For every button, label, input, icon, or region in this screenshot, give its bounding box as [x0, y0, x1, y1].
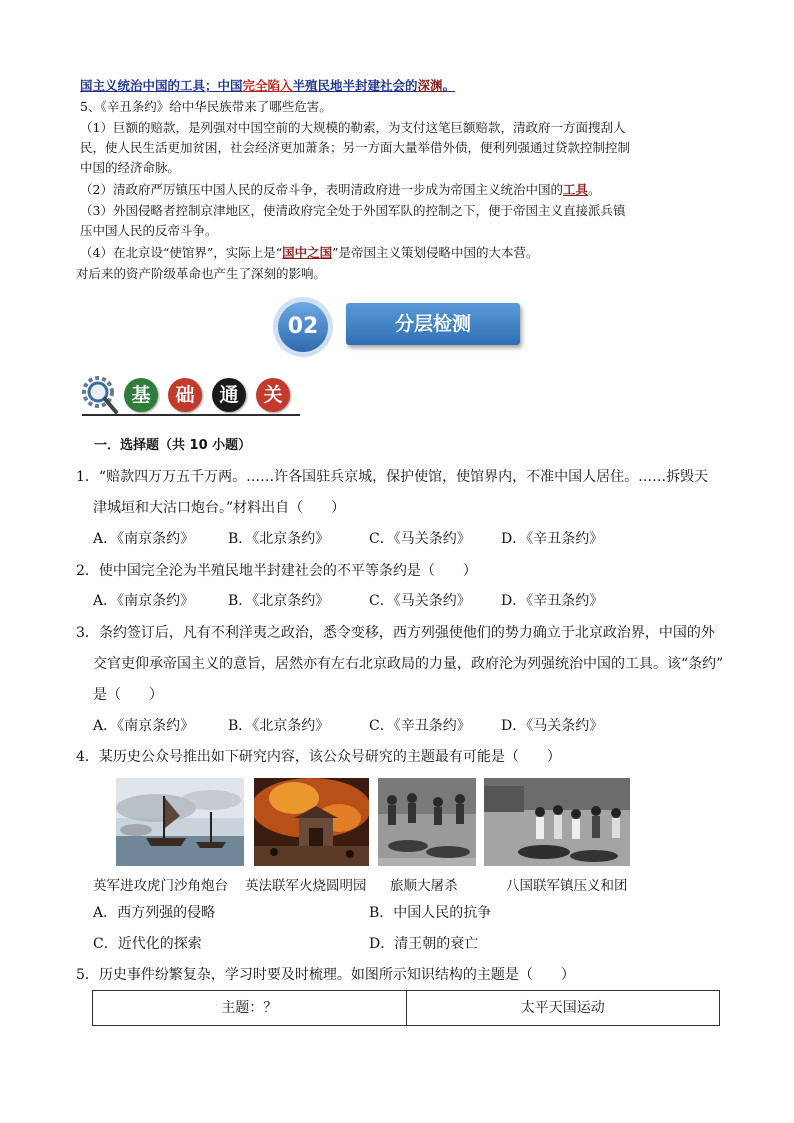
- badge-char-3: 通: [212, 378, 246, 412]
- table-cell-taiping: 太平天国运动: [520, 1000, 605, 1016]
- knowledge-structure-table: [92, 990, 720, 1026]
- q1-option-b[interactable]: B．《北京条约》: [228, 531, 330, 547]
- question-text-line: 使中国完全沦为半殖民地半封建社会的不平等条约是（ ）: [98, 563, 477, 579]
- q1-option-c[interactable]: C．《马关条约》: [369, 531, 471, 547]
- summary-last-line: 对后来的资产阶级革命也产生了深刻的影响。: [76, 266, 327, 281]
- question-4: [76, 746, 561, 768]
- question-5: [76, 964, 575, 986]
- summary-red-text-2: 深渊: [417, 78, 443, 93]
- section-title: 分层检测: [346, 303, 520, 345]
- section-number-badge: [272, 296, 334, 358]
- question-number: 4．: [76, 749, 99, 765]
- question-2: [76, 560, 477, 582]
- summary-blue-text: 国主义统治中国的工具；中国: [80, 78, 243, 93]
- harm-3-line-2: 压中国人民的反帝斗争。: [80, 223, 218, 238]
- photo-boxer-suppression: [484, 778, 630, 866]
- harm-1-line-3: 中国的经济命脉。: [80, 160, 181, 175]
- gear-magnifier-icon: [80, 374, 122, 416]
- section-number: 02: [287, 314, 319, 339]
- harm-2-text: （2）清政府严厉镇压中国人民的反帝斗争，表明清政府进一步成为帝国主义统治中国的: [80, 182, 563, 197]
- q3-option-a[interactable]: A．《南京条约》: [93, 718, 195, 734]
- harm-4-highlight: 国中之国: [282, 245, 333, 260]
- harm-4-text-2: ”是帝国主义策划侵略中国的大本营。: [332, 245, 539, 260]
- photo-caption: 旅顺大屠杀: [390, 878, 458, 894]
- question-text-line: 某历史公众号推出如下研究内容，该公众号研究的主题最有可能是（ ）: [98, 749, 561, 765]
- question-1: [76, 466, 708, 488]
- summary-red-text: 完全陷入: [242, 78, 293, 93]
- question-number: 3．: [76, 625, 99, 641]
- section-heading: 一．选择题（共 10 小题）: [94, 438, 252, 453]
- q2-option-d[interactable]: D．《辛丑条约》: [501, 593, 604, 609]
- harm-2-highlight: 工具: [562, 182, 588, 197]
- question-1-line-2: 津城垣和大沽口炮台。”材料出自（ ）: [93, 500, 346, 516]
- harm-1-line-2: 民，使人民生活更加贫困，社会经济更加萧条；另一方面大量举借外债，便利列强通过贷款控制控制: [80, 140, 631, 155]
- q4-option-a[interactable]: A．西方列强的侵略: [93, 905, 216, 921]
- q2-option-a[interactable]: A．《南京条约》: [93, 593, 195, 609]
- photo-caption: 英军进攻虎门沙角炮台: [93, 878, 228, 894]
- q2-option-c[interactable]: C．《马关条约》: [369, 593, 471, 609]
- question-text-line: 条约签订后，凡有不利洋夷之政治，悉令变移，西方列强使他们的势力确立于北京政治界，中国的外: [98, 625, 715, 641]
- photo-caption: 英法联军火烧圆明园: [245, 878, 367, 894]
- table-cell-topic: 主题：？: [93, 991, 407, 1025]
- q1-option-a[interactable]: A．《南京条约》: [93, 531, 195, 547]
- question-number: 1．: [76, 469, 99, 485]
- question-text-line: “赔款四万万五千万两。……许各国驻兵京城，保护使馆，使馆界内，不准中国人居住。……拆毁天: [98, 469, 709, 485]
- summary-line-0: [80, 76, 455, 96]
- harm-2: [80, 180, 601, 200]
- q1-option-d[interactable]: D．《辛丑条约》: [501, 531, 604, 547]
- badge-underline: [82, 414, 300, 416]
- summary-blue-text-2: 半殖民地半封建社会的: [292, 78, 418, 93]
- photo-lushun-massacre: [378, 778, 476, 866]
- harm-4-text: （4）在北京设“使馆界”，实际上是“: [80, 245, 283, 260]
- q4-option-c[interactable]: C．近代化的探索: [93, 936, 202, 952]
- q3-option-b[interactable]: B．《北京条约》: [228, 718, 330, 734]
- question-3-line-3: 是（ ）: [93, 687, 163, 703]
- photo-burning-palace: [254, 778, 369, 866]
- harm-3-line-1: （3）外国侵略者控制京津地区，使清政府完全处于外国军队的控制之下，便于帝国主义直接派兵镇: [80, 203, 626, 218]
- question-3-line-2: 交官吏仰承帝国主义的意旨，居然亦有左右北京政局的力量，政府沦为列强统治中国的工具。该“条约”: [93, 656, 724, 672]
- q3-option-c[interactable]: C．《辛丑条约》: [369, 718, 471, 734]
- harm-2-end: 。: [587, 182, 601, 197]
- photo-humen-battle: [116, 778, 244, 866]
- question-3: [76, 622, 715, 644]
- q2-option-b[interactable]: B．《北京条约》: [228, 593, 330, 609]
- q4-option-d[interactable]: D．清王朝的衰亡: [369, 936, 479, 952]
- harm-1-line-1: （1）巨额的赔款，是列强对中国空前的大规模的勒索，为支付这笔巨额赔款，清政府一方面搜刮人: [80, 120, 626, 135]
- harm-4: [80, 243, 539, 263]
- badge-char-2: 础: [168, 378, 202, 412]
- q5-title: 5、《辛丑条约》给中华民族带来了哪些危害。: [80, 99, 332, 114]
- badge-char-1: 基: [124, 378, 158, 412]
- question-text-line: 历史事件纷繁复杂，学习时要及时梳理。如图所示知识结构的主题是（ ）: [98, 967, 575, 983]
- q4-option-b[interactable]: B．中国人民的抗争: [369, 905, 492, 921]
- badge-char-4: 关: [256, 378, 290, 412]
- question-number: 5．: [76, 967, 99, 983]
- question-number: 2．: [76, 563, 99, 579]
- summary-period: 。: [442, 78, 456, 93]
- photo-caption: 八国联军镇压义和团: [506, 878, 628, 894]
- q3-option-d[interactable]: D．《马关条约》: [501, 718, 604, 734]
